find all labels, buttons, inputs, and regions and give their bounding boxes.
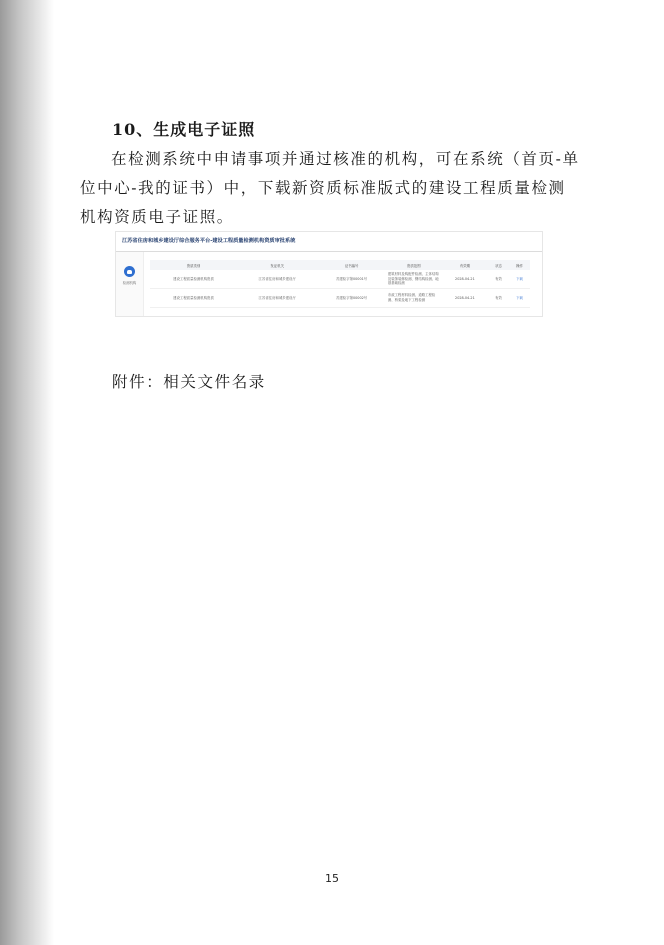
page-number: 15	[325, 872, 339, 885]
column-header: 有效期	[442, 260, 488, 270]
column-header: 证书编号	[317, 260, 385, 270]
certificate-table	[150, 260, 530, 308]
table-cell: 建筑材料及构配件检测、主体结构及装饰装修检测、钢结构检测、地基基础检测	[386, 270, 442, 289]
table-cell: 有效	[488, 270, 509, 289]
section-heading: 10、生成电子证照	[112, 120, 256, 139]
table-row	[150, 289, 530, 308]
column-header: 资质类别	[150, 260, 237, 270]
table-cell: 苏建检字第00002号	[317, 289, 385, 308]
table-cell: 建设工程质量检测机构资质	[150, 289, 237, 308]
table-cell: 2028-04-21	[442, 270, 488, 289]
download-link[interactable]: 下载	[509, 270, 530, 289]
table-row	[150, 270, 530, 289]
table-cell: 江苏省住房和城乡建设厅	[237, 289, 317, 308]
column-header: 操作	[509, 260, 530, 270]
table-header-row	[150, 260, 530, 270]
table-cell: 建设工程质量检测机构资质	[150, 270, 237, 289]
sidebar-label: 检测机构	[122, 281, 137, 285]
user-avatar-icon	[124, 266, 135, 277]
column-header: 资质范围	[386, 260, 442, 270]
table-cell: 2028-04-21	[442, 289, 488, 308]
table-cell: 苏建检字第00001号	[317, 270, 385, 289]
attachment-label: 附件：相关文件名录	[112, 373, 266, 391]
download-link[interactable]: 下载	[509, 289, 530, 308]
instruction-paragraph: 在检测系统中申请事项并通过核准的机构，可在系统（首页-单位中心-我的证书）中，下载新资质标准版式的建设工程质量检测机构资质电子证照。	[80, 150, 580, 226]
screenshot-sidebar	[116, 252, 144, 316]
table-cell: 市政工程材料检测、道路工程检测、桥梁及地下工程检测	[386, 289, 442, 308]
table-cell: 江苏省住房和城乡建设厅	[237, 270, 317, 289]
table-cell: 有效	[488, 289, 509, 308]
page-binding-shadow	[0, 0, 54, 945]
column-header: 发证机关	[237, 260, 317, 270]
screenshot-title: 江苏省住房和城乡建设厅综合服务平台-建设工程质量检测机构资质审批系统	[116, 232, 542, 252]
system-screenshot	[115, 231, 543, 317]
column-header: 状态	[488, 260, 509, 270]
